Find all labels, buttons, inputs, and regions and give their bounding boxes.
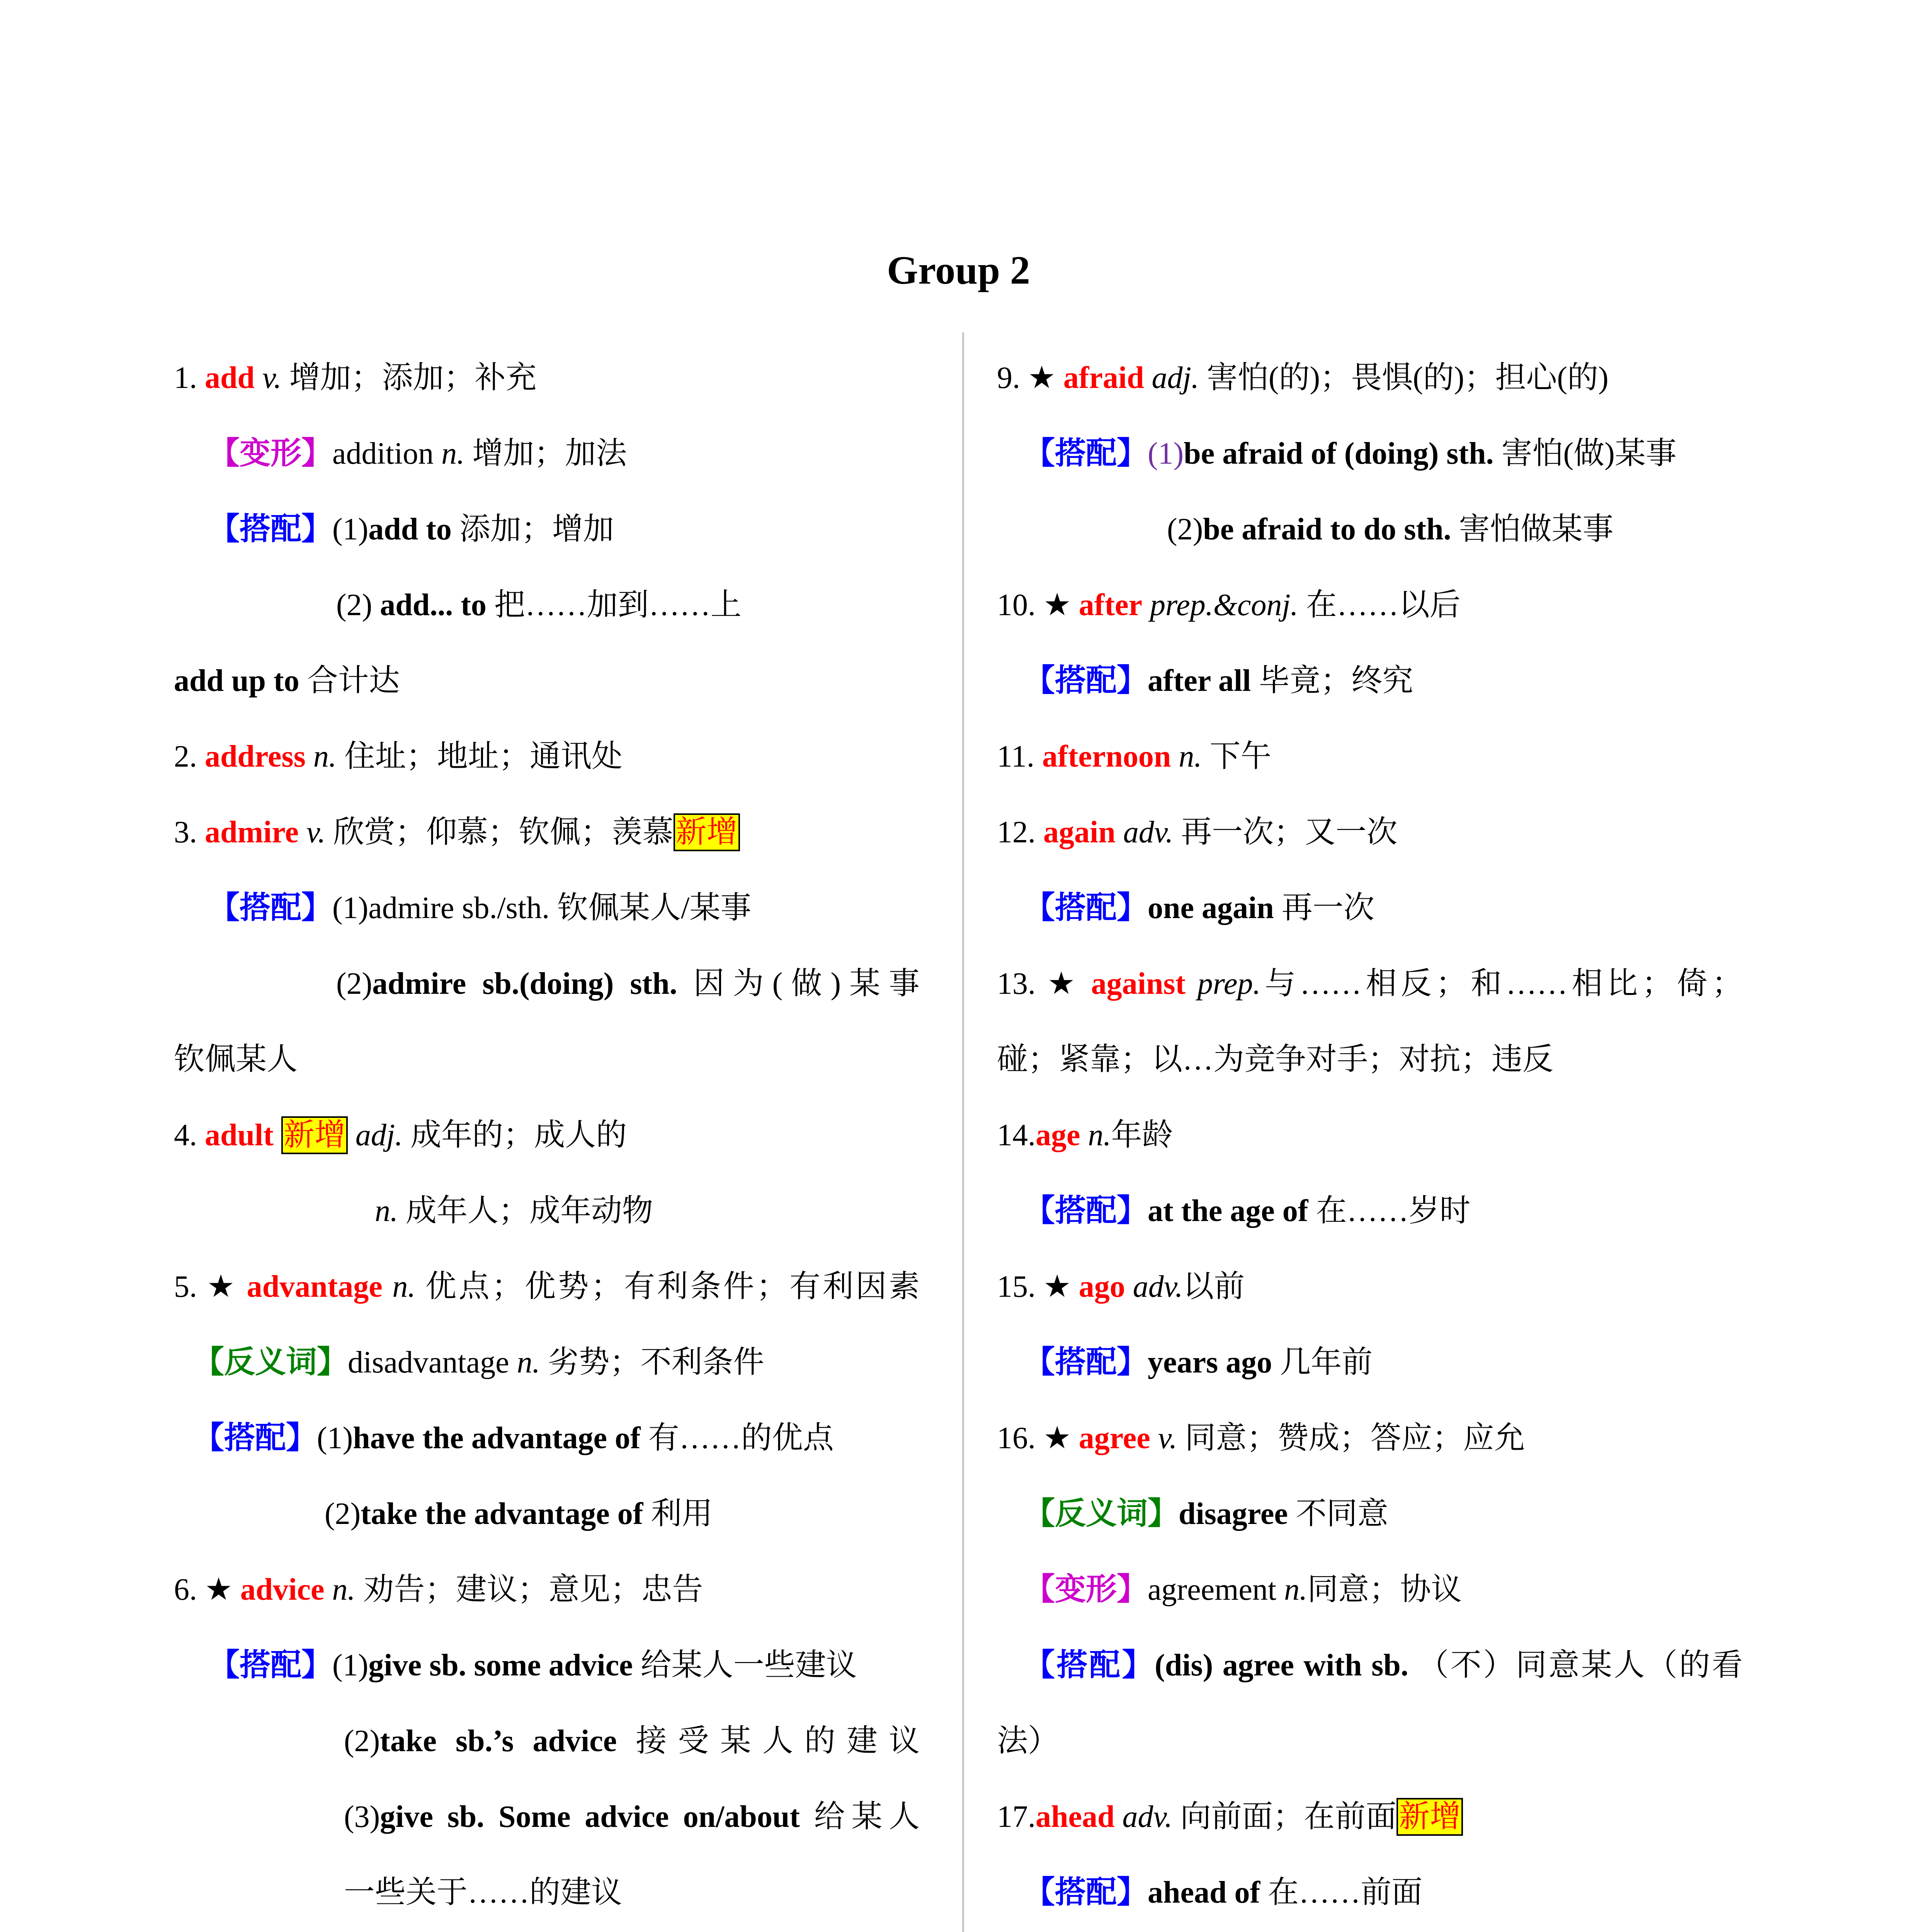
collocation-phrase: admire sb.(doing) sth.	[372, 967, 677, 1001]
column-divider	[962, 332, 964, 1932]
collocation-phrase: take sb.’s advice	[380, 1724, 617, 1758]
entry-headword-line	[174, 794, 920, 870]
definition: 以前	[1183, 1270, 1245, 1304]
definition: 害怕(的)；畏惧(的)；担心(的)	[1199, 361, 1609, 395]
part-of-speech: n.	[382, 1270, 416, 1304]
collocation-prefix: (1)	[317, 1421, 353, 1455]
definition: 同意；赞成；答应；应允	[1177, 1421, 1525, 1455]
headword: afraid	[1063, 361, 1144, 395]
definition: 劣势；不利条件	[540, 1345, 764, 1379]
part-of-speech: adv.	[1115, 815, 1174, 849]
entry-number: 14.	[997, 1118, 1036, 1152]
new-badge: 新增	[674, 813, 740, 851]
collocation-tag: 【搭配】	[1024, 1345, 1148, 1379]
entry-headword-line	[174, 1930, 920, 1932]
entry-detail-line	[174, 643, 920, 719]
entry-detail-line	[997, 1173, 1743, 1249]
section-tag: 【反义词】	[1024, 1497, 1179, 1531]
entry-detail-line	[174, 1325, 920, 1400]
collocation-meaning: 在……岁时	[1308, 1194, 1471, 1228]
definition: 成年的；成人的	[403, 1118, 627, 1152]
collocation-meaning: 几年前	[1272, 1345, 1373, 1379]
entry-number: 9. ★	[997, 361, 1063, 395]
definition: 与……相反；和……相比；倚；	[1260, 967, 1743, 1001]
part-of-speech: adv.	[1125, 1270, 1183, 1304]
new-badge: 新增	[1397, 1798, 1463, 1836]
entry-headword-line	[997, 1779, 1743, 1855]
entry-headword-line	[174, 719, 920, 794]
collocation-tag: 【搭配】	[209, 512, 332, 546]
entry-detail-line	[997, 870, 1743, 946]
entry-detail-line	[174, 1476, 920, 1552]
entry-detail-line	[174, 1779, 920, 1855]
definition: 下午	[1202, 740, 1272, 774]
collocation-tag: 【搭配】	[209, 891, 332, 925]
part-of-speech: prep.	[1186, 967, 1261, 1001]
entry-number: 11.	[997, 740, 1043, 774]
collocation-prefix: 法）	[997, 1724, 1059, 1758]
part-of-speech: n.	[305, 740, 337, 774]
variant-word: disadvantage	[348, 1345, 509, 1379]
entry-detail-line	[997, 643, 1743, 719]
collocation-prefix: (1)	[332, 512, 369, 546]
collocation-phrase: after all	[1148, 664, 1251, 698]
collocation-phrase: add... to	[380, 588, 486, 622]
collocation-tag: 【搭配】	[1024, 437, 1148, 471]
part-of-speech: adj.	[347, 1118, 403, 1152]
collocation-meaning: 给某人	[800, 1800, 920, 1834]
collocation-phrase: at the age of	[1148, 1194, 1308, 1228]
headword: adult	[205, 1118, 274, 1152]
entry-headword-line	[997, 794, 1743, 870]
part-of-speech: adv.	[1114, 1800, 1173, 1834]
collocation-tag: 【搭配】	[1024, 891, 1148, 925]
entry-headword-line	[997, 1249, 1743, 1325]
entry-detail-line	[174, 946, 920, 1022]
definition: 向前面；在前面	[1172, 1800, 1397, 1834]
entry-detail-line	[997, 1476, 1743, 1552]
part-of-speech: n.	[1080, 1118, 1111, 1152]
collocation-tag: 【搭配】	[1024, 1194, 1148, 1228]
entry-headword-line	[997, 946, 1743, 1022]
right-column	[997, 340, 1743, 1932]
headword: admire	[205, 815, 299, 849]
section-tag: 【变形】	[1024, 1573, 1148, 1607]
headword: advice	[240, 1573, 325, 1607]
variant-word: disagree	[1179, 1497, 1288, 1531]
part-of-speech: n.	[509, 1345, 540, 1379]
headword: again	[1043, 815, 1116, 849]
collocation-phrase: add up to	[174, 664, 299, 698]
entry-number: 15. ★	[997, 1270, 1079, 1304]
collocation-index: (1)	[1148, 437, 1184, 471]
entry-headword-line	[997, 719, 1743, 794]
headword: ago	[1078, 1270, 1125, 1304]
definition: 年龄	[1111, 1118, 1173, 1152]
entry-detail-line	[997, 1325, 1743, 1400]
collocation-meaning: 添加；增加	[451, 512, 614, 546]
definition: 劝告；建议；意见；忠告	[355, 1573, 703, 1607]
part-of-speech: prep.&conj.	[1142, 588, 1298, 622]
entry-number: 12.	[997, 815, 1043, 849]
entry-headword-line	[174, 340, 920, 416]
part-of-speech: n.	[1171, 740, 1202, 774]
collocation-meaning: 把……加到……上	[486, 588, 742, 622]
part-of-speech: n.	[324, 1573, 356, 1607]
headword: ahead	[1036, 1800, 1115, 1834]
entry-detail-line	[997, 416, 1743, 492]
entry-headword-line	[997, 1930, 1743, 1932]
collocation-meaning: 毕竟；终究	[1251, 664, 1414, 698]
entry-detail-line	[174, 1703, 920, 1779]
collocation-prefix: (2)	[1167, 512, 1203, 546]
part-of-speech: n.	[1276, 1573, 1308, 1607]
entry-number: 5. ★	[174, 1270, 247, 1304]
collocation-prefix: (2)	[325, 1497, 361, 1531]
collocation-prefix: (3)	[344, 1800, 380, 1834]
entry-detail-line	[174, 492, 920, 567]
variant-word: addition	[332, 437, 434, 471]
headword: against	[1091, 967, 1186, 1001]
collocation-meaning: 害怕(做)某事	[1493, 437, 1677, 471]
definition: 欣赏；仰慕；钦佩；羡慕	[325, 815, 674, 849]
entry-headword-line	[174, 1552, 920, 1628]
entry-headword-line	[997, 340, 1743, 416]
entry-detail-line	[997, 1552, 1743, 1628]
left-column	[174, 340, 920, 1932]
entry-headword-line	[997, 567, 1743, 643]
collocation-phrase: have the advantage of	[353, 1421, 641, 1455]
entry-detail-line	[174, 1022, 920, 1097]
collocation-phrase: take the advantage of	[361, 1497, 643, 1531]
collocation-meaning: 给某人一些建议	[633, 1648, 857, 1682]
part-of-speech: n.	[434, 437, 465, 471]
collocation-prefix: 碰；紧靠；以…为竞争对手；对抗；违反	[997, 1043, 1553, 1077]
entry-detail-line	[997, 1628, 1743, 1703]
definition: 优点；优势；有利条件；有利因素	[415, 1270, 920, 1304]
page-title: Group 2	[887, 248, 1030, 293]
part-of-speech: v.	[1150, 1421, 1177, 1455]
entry-number: 17.	[997, 1800, 1036, 1834]
collocation-meaning: 有……的优点	[640, 1421, 834, 1455]
definition: 增加；添加；补充	[281, 361, 537, 395]
part-of-speech: adj.	[1144, 361, 1199, 395]
entry-detail-line	[174, 416, 920, 492]
entry-number: 2.	[174, 740, 205, 774]
variant-meaning: 不同意	[1288, 1497, 1388, 1531]
definition: 再一次；又一次	[1173, 815, 1398, 849]
collocation-phrase: years ago	[1148, 1345, 1272, 1379]
entry-detail-line	[174, 1173, 920, 1249]
entry-number: 10. ★	[997, 588, 1079, 622]
entry-number: 3.	[174, 815, 205, 849]
collocation-meaning: 因为(做)某事	[677, 967, 920, 1001]
collocation-meaning: 合计达	[299, 664, 400, 698]
collocation-phrase: add to	[368, 512, 452, 546]
collocation-prefix: (1)admire sb./sth.	[332, 891, 550, 925]
section-tag: 【变形】	[209, 437, 332, 471]
entry-number: 13. ★	[997, 967, 1091, 1001]
entry-number: 1.	[174, 361, 205, 395]
definition: 在……以后	[1298, 588, 1461, 622]
collocation-tag: 【搭配】	[209, 1648, 332, 1682]
definition: 增加；加法	[464, 437, 627, 471]
collocation-phrase: be afraid to do sth.	[1203, 512, 1451, 546]
headword: add	[205, 361, 255, 395]
part-of-speech: v.	[298, 815, 326, 849]
collocation-prefix: 一些关于……的建议	[344, 1876, 622, 1910]
collocation-meaning: 再一次	[1274, 891, 1374, 925]
headword: age	[1036, 1118, 1080, 1152]
section-tag: 【反义词】	[193, 1345, 348, 1379]
headword: advantage	[247, 1270, 383, 1304]
collocation-phrase: (dis) agree with sb.	[1155, 1648, 1408, 1682]
collocation-prefix: 钦佩某人	[174, 1043, 298, 1077]
entry-headword-line	[997, 1400, 1743, 1476]
collocation-prefix: (2)	[336, 588, 380, 622]
definition: 住址；地址；通讯处	[336, 740, 623, 774]
collocation-phrase: be afraid of (doing) sth.	[1184, 437, 1494, 471]
headword: afternoon	[1042, 740, 1171, 774]
collocation-meaning: 利用	[643, 1497, 713, 1531]
collocation-meaning: （不）同意某人（的看	[1408, 1648, 1743, 1682]
entry-headword-line	[997, 1097, 1743, 1173]
collocation-meaning: 害怕做某事	[1451, 512, 1614, 546]
variant-word: agreement	[1148, 1573, 1277, 1607]
entry-detail-line	[174, 1855, 920, 1930]
headword: agree	[1078, 1421, 1150, 1455]
collocation-tag: 【搭配】	[1024, 1648, 1155, 1682]
collocation-meaning: 接受某人的建议	[617, 1724, 920, 1758]
collocation-prefix: (2)	[336, 967, 373, 1001]
part-of-speech: n.	[375, 1194, 398, 1228]
entry-detail-line	[997, 492, 1743, 567]
collocation-meaning: 钦佩某人/某事	[549, 891, 752, 925]
entry-number: 16. ★	[997, 1421, 1079, 1455]
definition: 同意；协议	[1307, 1573, 1462, 1607]
collocation-prefix: (2)	[344, 1724, 380, 1758]
entry-detail-line	[997, 1855, 1743, 1930]
collocation-phrase: one again	[1148, 891, 1274, 925]
headword: after	[1078, 588, 1143, 622]
collocation-phrase: ahead of	[1148, 1876, 1260, 1910]
entry-detail-line	[174, 1400, 920, 1476]
collocation-phrase: give sb. Some advice on/about	[380, 1800, 800, 1834]
collocation-phrase: give sb. some advice	[368, 1648, 633, 1682]
new-badge: 新增	[281, 1116, 348, 1154]
entry-headword-line	[174, 1097, 920, 1173]
entry-detail-line	[174, 1628, 920, 1703]
part-of-speech: v.	[254, 361, 282, 395]
collocation-tag: 【搭配】	[193, 1421, 317, 1455]
collocation-prefix: (1)	[332, 1648, 369, 1682]
entry-detail-line	[997, 1703, 1743, 1779]
definition: 成年人；成年动物	[398, 1194, 653, 1228]
entry-headword-line	[174, 1249, 920, 1325]
collocation-tag: 【搭配】	[1024, 664, 1148, 698]
headword: address	[205, 740, 306, 774]
collocation-meaning: 在……前面	[1260, 1876, 1423, 1910]
entry-number: 6. ★	[174, 1573, 240, 1607]
collocation-tag: 【搭配】	[1024, 1876, 1148, 1910]
entry-detail-line	[174, 567, 920, 643]
entry-number: 4.	[174, 1118, 205, 1152]
entry-detail-line	[997, 1022, 1743, 1097]
entry-detail-line	[174, 870, 920, 946]
